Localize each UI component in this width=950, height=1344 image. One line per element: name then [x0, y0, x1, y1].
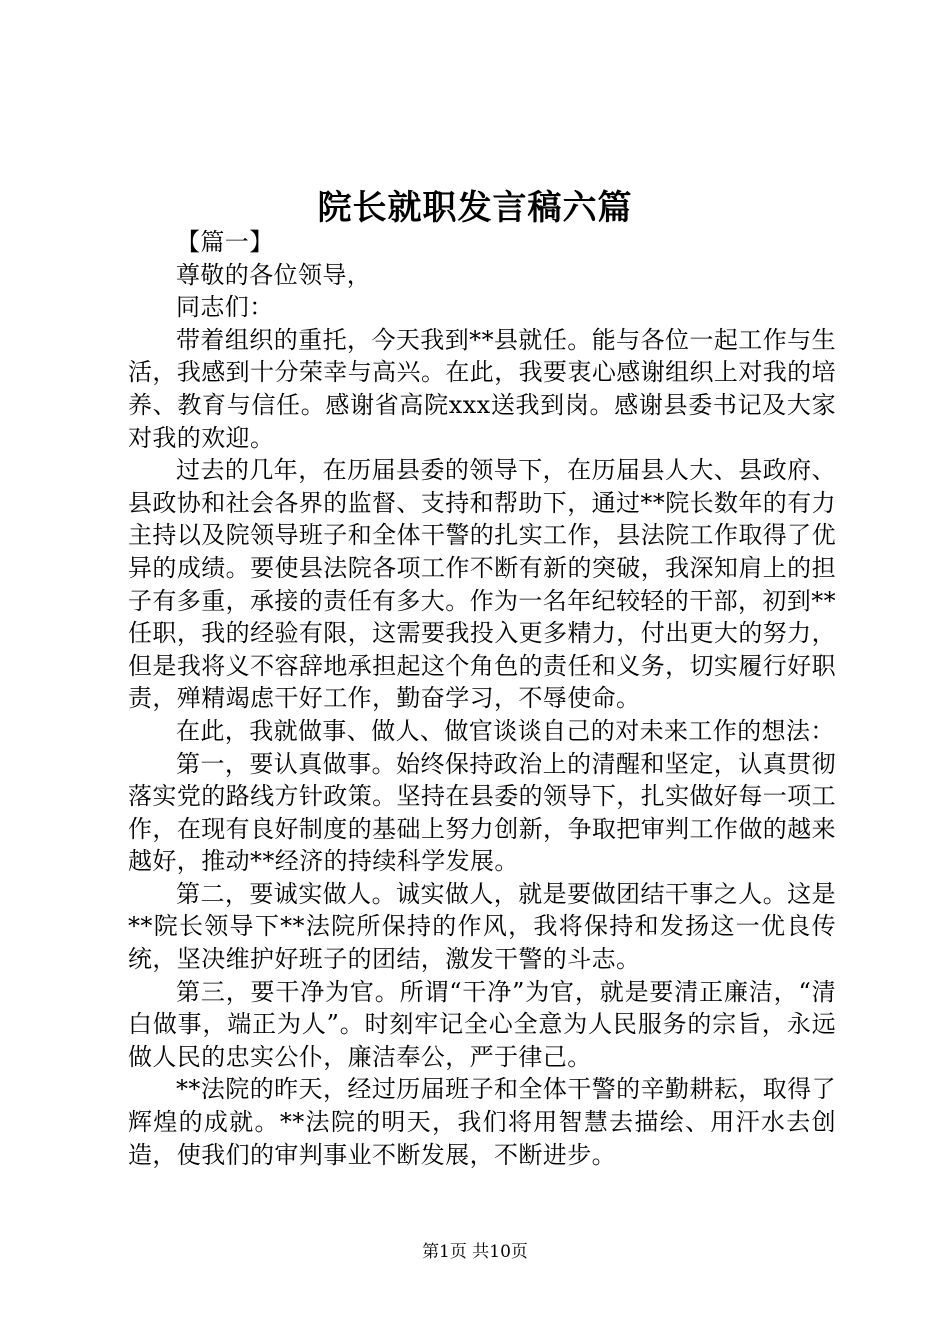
body-paragraph: **法院的昨天，经过历届班子和全体干警的辛勤耕耘，取得了辉煌的成就。**法院的明天，我们将用智慧去描绘、用汗水去创造，使我们的审判事业不断发展，不断进步。 — [128, 1075, 836, 1169]
document-title: 院长就职发言稿六篇 — [317, 188, 633, 228]
body-paragraph: 在此，我就做事、做人、做官谈谈自己的对未来工作的想法： — [176, 716, 835, 745]
section-heading: 【篇一】 — [176, 228, 274, 256]
body-paragraph: 过去的几年，在历届县委的领导下，在历届县人大、县政府、县政协和社会各界的监督、支持和帮助下，通过**院长数年的有力主持以及院领导班子和全体干警的扎实工作，县法院工作取得了优异的成绩。要使县法院各项工作不断有新的突破，我深知肩上的担子有多重，承接的责任有多大。作为一名年纪较轻的干部，初到**任职，我的经验有限，这需要我投入更多精力，付出更大的努力，但是我将义不容辞地承担起这个角色的责任和义务，切实履行好职责，殚精竭虑干好工作，勤奋学习，不辱使命。 — [128, 456, 836, 713]
page-footer: 第1页 共10页 — [422, 1242, 528, 1262]
body-paragraph: 第三，要干净为官。所谓“干净”为官，就是要清正廉洁，“清白做事，端正为人”。时刻牢记全心全意为人民服务的宗旨，永远做人民的忠实公仆，廉洁奉公，严于律己。 — [128, 977, 836, 1071]
body-paragraph: 带着组织的重托，今天我到**县就任。能与各位一起工作与生活，我感到十分荣幸与高兴。在此，我要衷心感谢组织上对我的培养、教育与信任。感谢省高院xxx送我到岗。感谢县委书记及大家对我的欢迎。 — [128, 325, 836, 452]
salutation-line: 同志们： — [176, 293, 274, 322]
document-body — [128, 226, 836, 1171]
body-paragraph: 第二，要诚实做人。诚实做人，就是要做团结干事之人。这是**院长领导下**法院所保持的作风，我将保持和发扬这一优良传统，坚决维护好班子的团结，激发干警的斗志。 — [128, 879, 836, 974]
salutation-line: 尊敬的各位领导， — [176, 260, 372, 289]
body-paragraph: 第一，要认真做事。始终保持政治上的清醒和坚定，认真贯彻落实党的路线方针政策。坚持在县委的领导下，扎实做好每一项工作，在现有良好制度的基础上努力创新，争取把审判工作做的越来越好，推动**经济的持续科学发展。 — [128, 749, 836, 876]
